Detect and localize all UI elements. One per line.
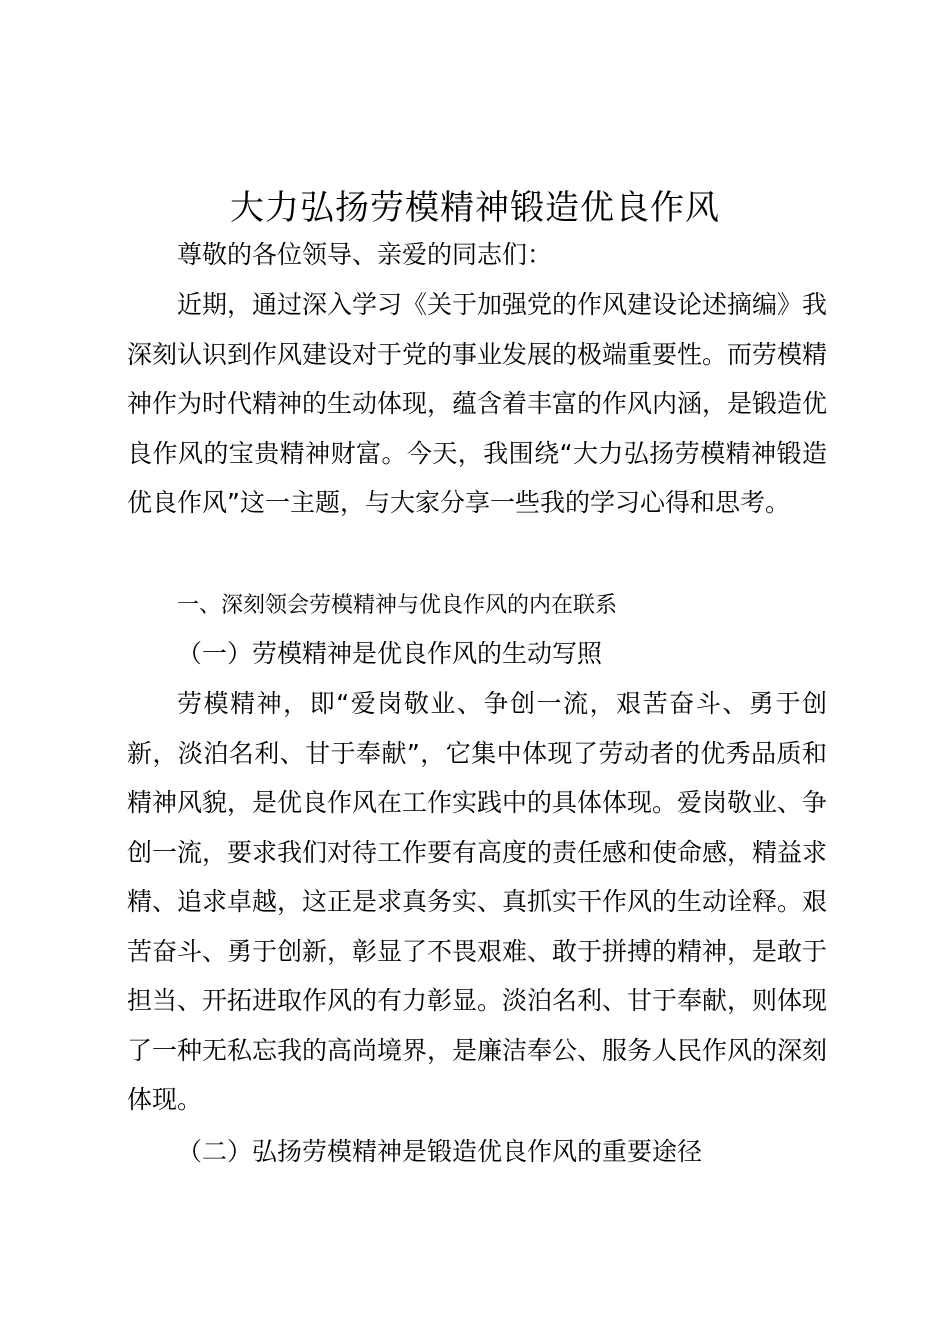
subsection-1-heading: （一）劳模精神是优良作风的生动写照 — [177, 639, 603, 668]
subsection-1-paragraph: 劳模精神，即“爱岗敬业、争创一流，艰苦奋斗、勇于创新，淡泊名利、甘于奉献”，它集中体现了劳动者的优秀品质和精神风貌，是优良作风在工作实践中的具体体现。爱岗敬业、争创一流，要求我们对待工作要有高度的责任感和使命感，精益求精、追求卓越，这正是求真务实、真抓实干作风的生动诠释。艰苦奋斗、勇于创新，彰显了不畏艰难、敢于拼搏的精神，是敢于担当、开拓进取作风的有力彰显。淡泊名利、甘于奉献，则体现了一种无私忘我的高尚境界，是廉洁奉公、服务人民作风的深刻体现。 — [127, 689, 828, 1114]
document-title: 大力弘扬劳模精神锻造优良作风 — [230, 188, 720, 228]
subsection-2-heading: （二）弘扬劳模精神是锻造优良作风的重要途径 — [177, 1137, 703, 1166]
section-1-heading: 一、深刻领会劳模精神与优良作风的内在联系 — [177, 593, 618, 618]
intro-paragraph: 近期，通过深入学习《关于加强党的作风建设论述摘编》我深刻认识到作风建设对于党的事业发展的极端重要性。而劳模精神作为时代精神的生动体现，蕴含着丰富的作风内涵，是锻造优良作风的宝贵精神财富。今天，我围绕“大力弘扬劳模精神锻造优良作风”这一主题，与大家分享一些我的学习心得和思考。 — [127, 290, 828, 517]
salutation: 尊敬的各位领导、亲爱的同志们： — [177, 240, 553, 269]
